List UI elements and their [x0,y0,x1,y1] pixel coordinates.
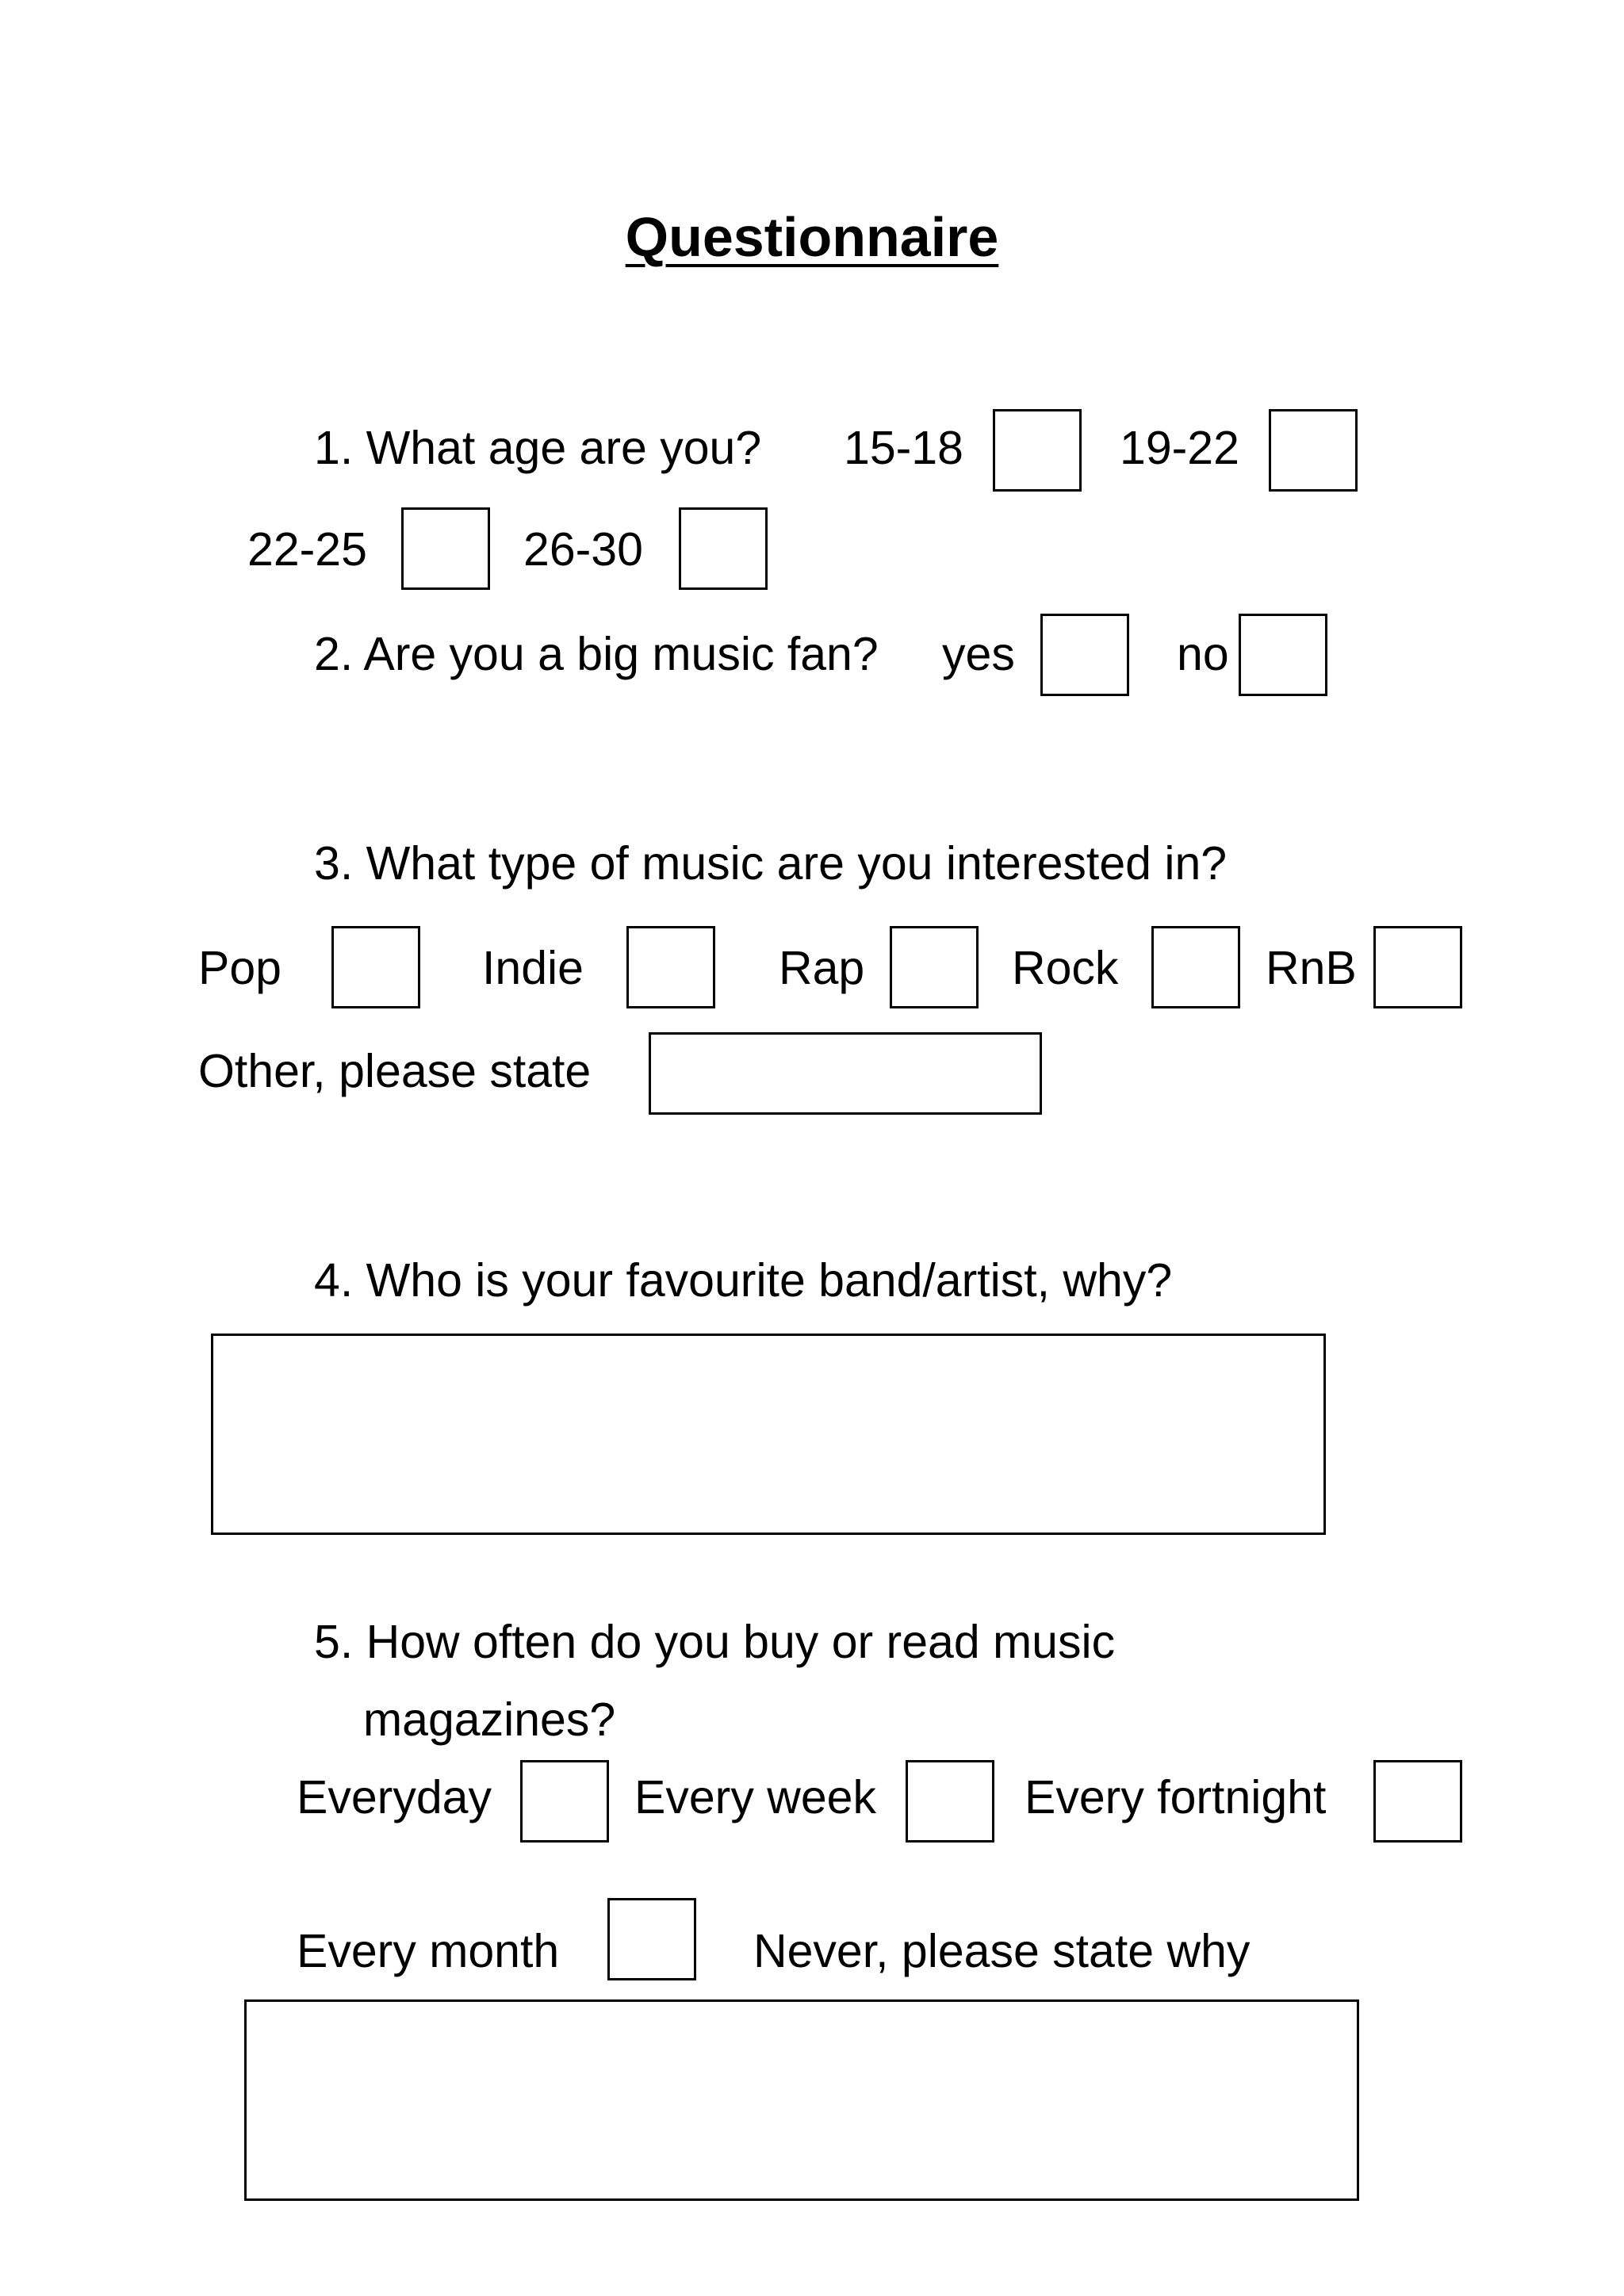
q5-never-reason-textarea[interactable] [244,1999,1359,2201]
q5-checkbox-every-fortnight[interactable] [1373,1760,1462,1843]
q2-option-label-yes: yes [942,628,1015,680]
q3-option-label-pop: Pop [198,942,282,994]
q1-option-label-15-18: 15-18 [844,422,963,474]
q2-checkbox-yes[interactable] [1040,614,1129,696]
q1-option-label-22-25: 22-25 [247,523,367,576]
q5-checkbox-every-week[interactable] [906,1760,994,1843]
q3-option-label-rnb: RnB [1266,942,1357,994]
question-5-text-line1: 5. How often do you buy or read music [314,1616,1116,1668]
q1-option-label-26-30: 26-30 [523,523,643,576]
question-5-text-line2: magazines? [363,1693,616,1746]
question-3-text: 3. What type of music are you interested in? [314,837,1228,890]
q3-other-label: Other, please state [198,1045,592,1097]
q4-answer-textarea[interactable] [211,1334,1326,1535]
question-2-text: 2. Are you a big music fan? [314,628,879,680]
q3-checkbox-rock[interactable] [1151,926,1240,1008]
q1-option-label-19-22: 19-22 [1120,422,1239,474]
q3-option-label-indie: Indie [482,942,584,994]
q5-never-label: Never, please state why [753,1925,1251,1977]
q3-checkbox-indie[interactable] [626,926,715,1008]
q3-checkbox-rnb[interactable] [1373,926,1462,1008]
q3-checkbox-rap[interactable] [890,926,979,1008]
q1-checkbox-19-22[interactable] [1269,409,1358,492]
q2-option-label-no: no [1177,628,1229,680]
page-title: Questionnaire [625,206,999,268]
q1-checkbox-15-18[interactable] [993,409,1082,492]
q3-checkbox-pop[interactable] [331,926,420,1008]
q5-checkbox-everyday[interactable] [520,1760,609,1843]
q3-option-label-rock: Rock [1012,942,1119,994]
question-4-text: 4. Who is your favourite band/artist, why? [314,1254,1173,1307]
q5-option-label-every-month: Every month [297,1925,560,1977]
q3-option-label-rap: Rap [779,942,865,994]
q2-checkbox-no[interactable] [1239,614,1327,696]
q5-checkbox-every-month[interactable] [607,1898,696,1980]
q3-other-input[interactable] [649,1032,1042,1115]
q5-option-label-everyday: Everyday [297,1771,492,1823]
q5-option-label-every-fortnight: Every fortnight [1025,1771,1327,1823]
q1-checkbox-22-25[interactable] [401,507,490,590]
question-1-text: 1. What age are you? [314,422,762,474]
q1-checkbox-26-30[interactable] [679,507,768,590]
q5-option-label-every-week: Every week [634,1771,876,1823]
